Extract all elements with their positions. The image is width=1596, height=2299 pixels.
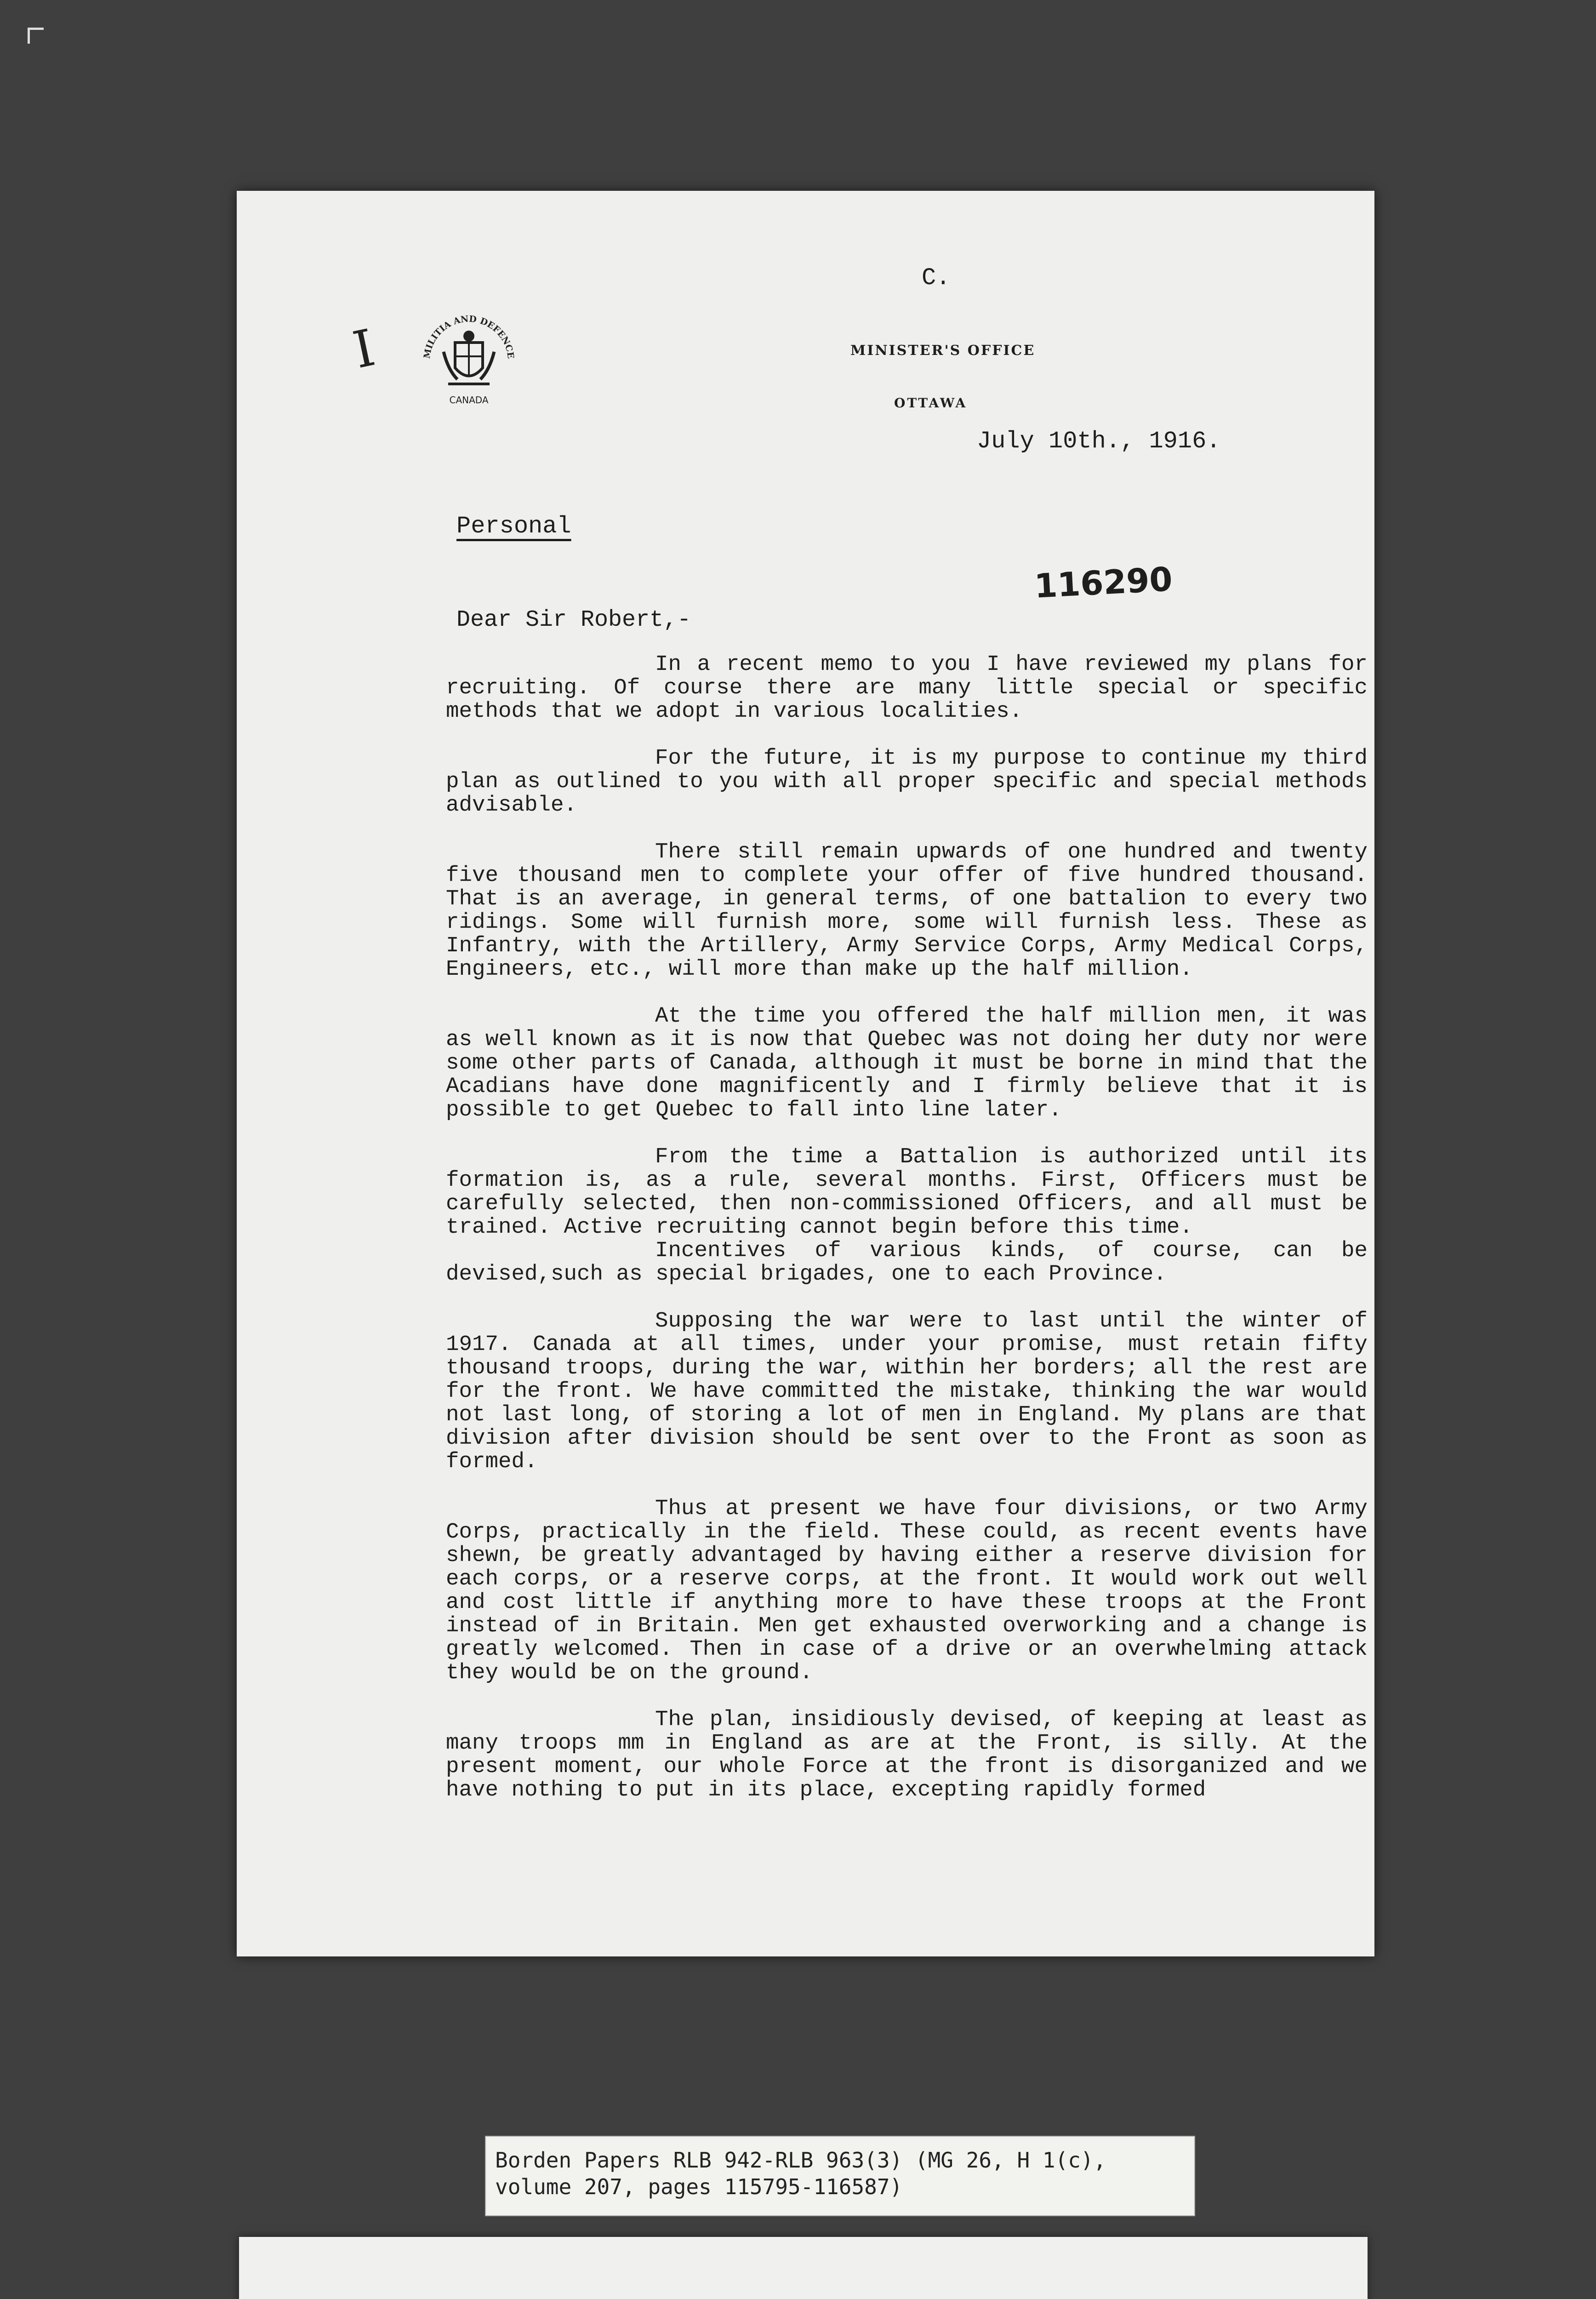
paragraph: Supposing the war were to last until the winter of 1917. Canada at all times, under your promise, must retain fifty thousand troops, during the war, within her borders; all the rest are for the front. We have committed the mistake, thinking the war would not last long, of storing a lot of men in England. My plans are that division after division should be sent over to the Front as soon as formed.	[446, 1309, 1368, 1474]
reference-line-1: Borden Papers RLB 942-RLB 963(3) (MG 26, H 1(c),	[495, 2148, 1106, 2173]
paragraph: At the time you offered the half million men, it was as well known as it is now that Quebec was not doing her duty nor were some other parts of Canada, although it must be borne in mind that the Acadians have done magnificently and I firmly believe that it is possible to get Quebec to fall into line later.	[446, 1004, 1368, 1122]
personal-marking: Personal	[456, 513, 571, 540]
reference-line-2: volume 207, pages 115795-116587)	[495, 2174, 903, 2199]
paragraph: For the future, it is my purpose to continue my third plan as outlined to you with all proper specific and special methods advisable.	[446, 746, 1368, 818]
letter-date: July 10th., 1916.	[977, 428, 1221, 455]
archives-stamp-card	[239, 2237, 1368, 2299]
paragraph: Incentives of various kinds, of course, can be devised,such as special brigades, one to each Province.	[446, 1238, 1368, 1287]
paragraph: Thus at present we have four divisions, or two Army Corps, practically in the field. These could, as recent events have shewn, be greatly advantaged by having either a reserve division for each corps, or a reserve corps, at the front. It would work out well and cost little if anything more to have these troops at the Front instead of in Britain. Men get exhausted overworking and a change is greatly welcomed. Then in case of a drive or an overwhelming attack they would be on the ground.	[446, 1496, 1368, 1685]
archive-reference-label	[485, 2136, 1195, 2216]
paragraph: From the time a Battalion is authorized until its formation is, as a rule, several months. First, Officers must be carefully selected, then non-commissioned Officers, and all must be trained. Active recruiting cannot begin before this time.	[446, 1144, 1368, 1240]
salutation: Dear Sir Robert,-	[456, 607, 691, 633]
paragraph: In a recent memo to you I have reviewed my plans for recruiting. Of course there are many little special or specific methods that we adopt in various localities.	[446, 652, 1368, 724]
paragraph: The plan, insidiously devised, of keeping at least as many troops mm in England as are at the Front, is silly. At the present moment, our whole Force at the front is disorganized and we have nothing to put in its place, excepting rapidly formed	[446, 1707, 1368, 1802]
document-number-stamp: 116290	[1033, 560, 1174, 606]
crest-bottom-text: CANADA	[449, 395, 489, 406]
top-mark: C.	[922, 264, 951, 292]
letterhead-city: OTTAWA	[894, 395, 968, 411]
letter-body	[446, 653, 1368, 1825]
crest-top-text: MILITIA AND DEFENCE	[422, 314, 516, 360]
paragraph: There still remain upwards of one hundred and twenty five thousand men to complete your offer of five hundred thousand. That is an average, in general terms, of one battalion to every two ridings. Some will furnish more, some will furnish less. These as Infantry, with the Artillery, Army Service Corps, Army Medical Corps, Engineers, etc., will more than make up the half million.	[446, 840, 1368, 982]
letter-page	[237, 191, 1374, 1956]
militia-defence-crest-icon	[416, 306, 522, 412]
letterhead-office: MINISTER'S OFFICE	[850, 343, 1036, 359]
film-corner-mark	[28, 28, 44, 44]
marginal-mark: I	[348, 318, 380, 380]
